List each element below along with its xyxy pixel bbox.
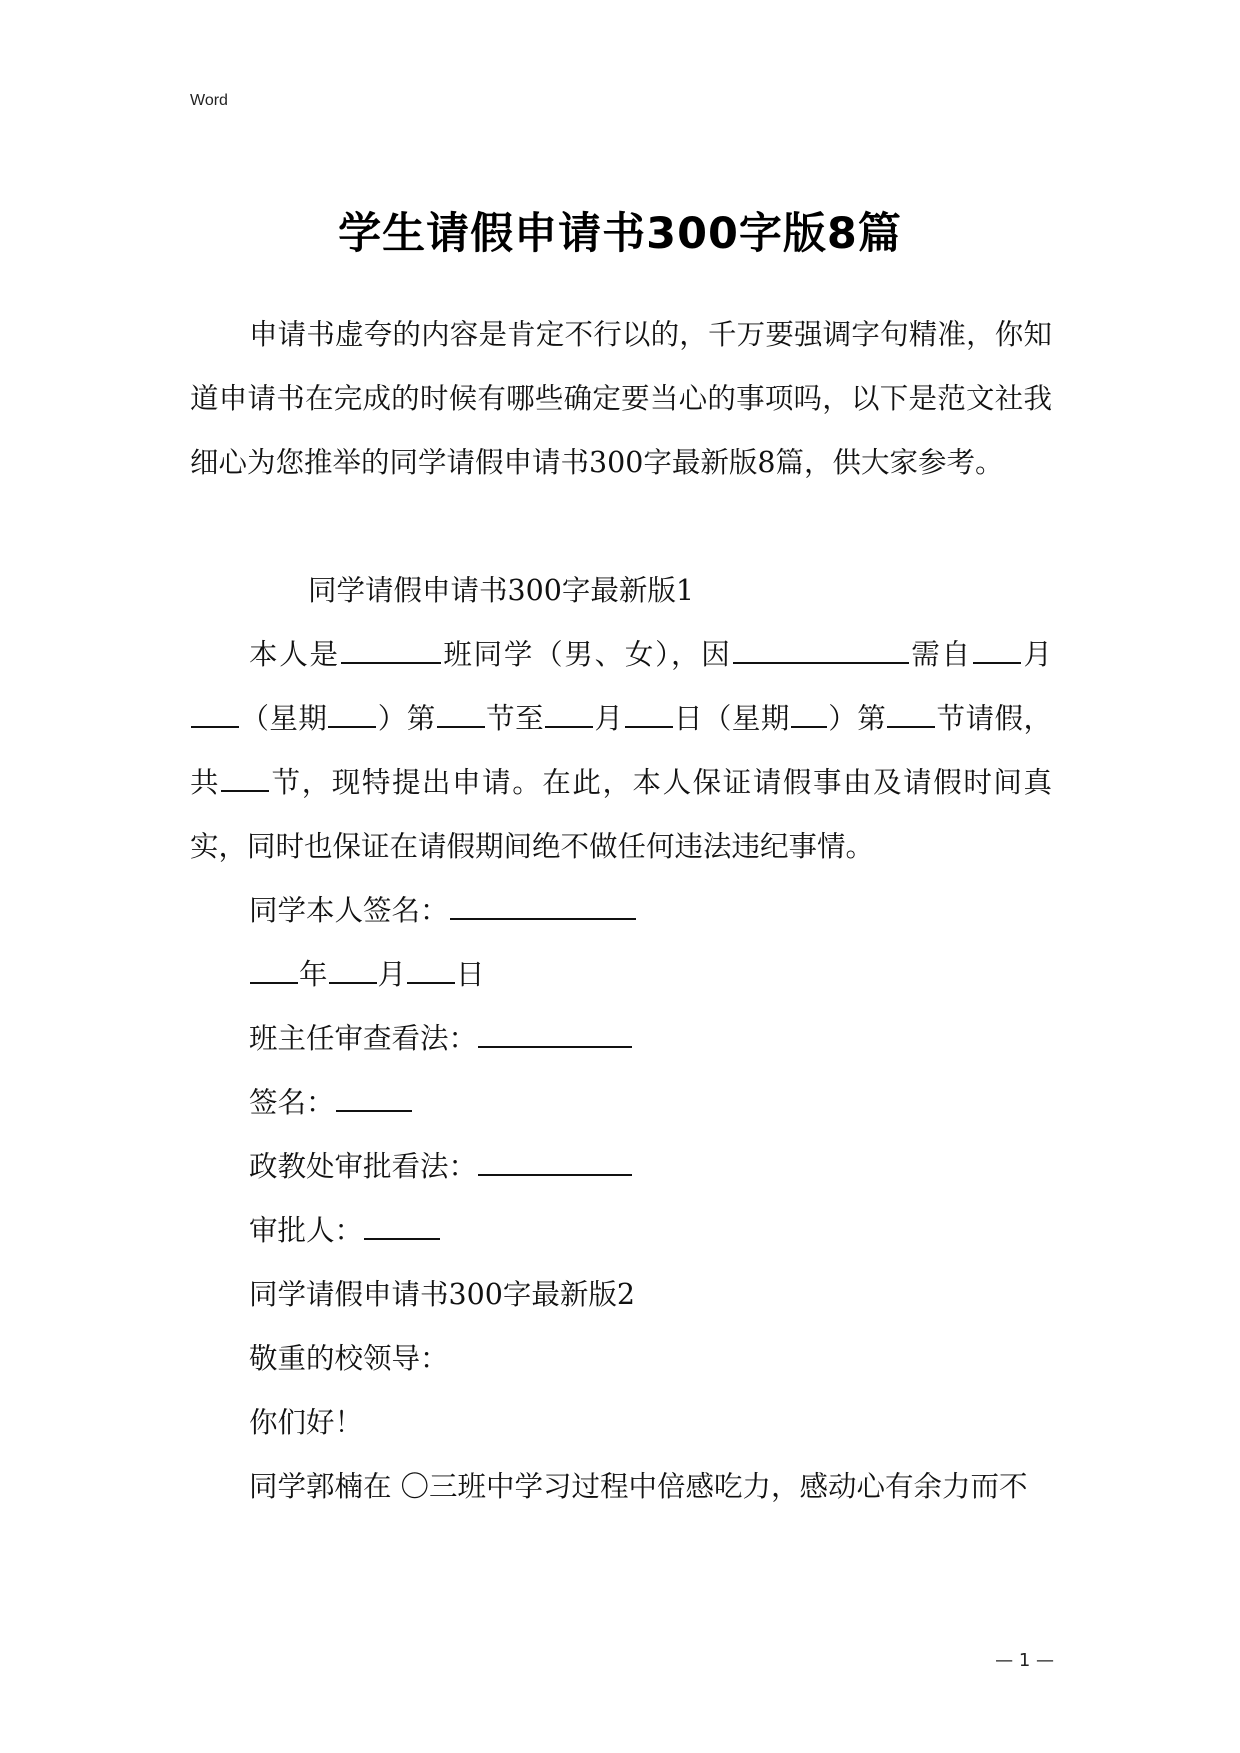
leave-form-paragraph	[190, 623, 1052, 879]
page-number: — 1 —	[995, 1650, 1054, 1671]
student-signature-label: 同学本人签名：	[249, 894, 449, 927]
student-signature-line	[190, 879, 1052, 943]
form-text: 日（星期	[673, 702, 790, 735]
day-blank[interactable]	[407, 958, 455, 984]
end-day-blank[interactable]	[625, 702, 673, 728]
form-text: 本人是	[249, 638, 340, 671]
month-blank[interactable]	[329, 958, 377, 984]
student-signature-blank[interactable]	[450, 894, 636, 920]
paragraph-spacer	[190, 495, 1052, 559]
approver-blank[interactable]	[364, 1214, 440, 1240]
office-opinion-line	[190, 1135, 1052, 1199]
signature-label: 签名：	[249, 1086, 335, 1119]
form-text: 月	[594, 702, 624, 735]
year-label: 年	[299, 958, 328, 991]
end-period-blank[interactable]	[887, 702, 935, 728]
form-text: 班同学（男、女），因	[441, 638, 732, 671]
class-blank[interactable]	[341, 638, 441, 664]
form-text: 月	[1021, 638, 1052, 671]
form-text: 节至	[485, 702, 545, 735]
total-periods-blank[interactable]	[221, 766, 269, 792]
header-tag: Word	[190, 92, 228, 109]
greeting: 你们好！	[249, 1406, 364, 1439]
approver-label: 审批人：	[249, 1214, 364, 1247]
teacher-signature-line	[190, 1071, 1052, 1135]
month-label: 月	[377, 958, 407, 991]
office-opinion-label: 政教处审批看法：	[249, 1150, 478, 1183]
form-text: 节，现特提出申请。在此，本人保证请假事由及请假时间真实，同时也保证在请假期间绝不做任何违法违纪事情。	[190, 766, 1052, 863]
teacher-signature-blank[interactable]	[336, 1086, 412, 1112]
form-text: 请假，共	[190, 702, 1052, 799]
reason-blank[interactable]	[733, 638, 909, 664]
end-month-blank[interactable]	[545, 702, 593, 728]
end-weekday-blank[interactable]	[791, 702, 827, 728]
form-text: 需自	[909, 638, 972, 671]
start-month-blank[interactable]	[973, 638, 1021, 664]
document-title: 学生请假申请书300字版8篇	[338, 209, 902, 259]
section1-heading: 同学请假申请书300字最新版1	[308, 574, 695, 607]
approver-line	[190, 1199, 1052, 1263]
start-weekday-blank[interactable]	[328, 702, 376, 728]
salutation: 敬重的校领导：	[249, 1342, 449, 1375]
office-opinion-blank[interactable]	[478, 1150, 632, 1176]
form-text: （星期	[240, 702, 328, 735]
section2-heading: 同学请假申请书300字最新版2	[249, 1278, 636, 1311]
intro-paragraph: 申请书虚夸的内容是肯定不行以的，千万要强调字句精准，你知道申请书在完成的时候有哪些确定要当心的事项吗，以下是范文社我细心为您推举的同学请假申请书300字最新版8篇，供大家参考。	[190, 318, 1052, 479]
form-text: ）第	[377, 702, 436, 735]
teacher-opinion-blank[interactable]	[478, 1022, 632, 1048]
document-body	[190, 303, 1052, 1519]
year-blank[interactable]	[250, 958, 298, 984]
teacher-opinion-label: 班主任审查看法：	[249, 1022, 478, 1055]
form-text: ）第	[827, 702, 887, 735]
start-period-blank[interactable]	[437, 702, 485, 728]
date-line	[190, 943, 1052, 1007]
teacher-opinion-line	[190, 1007, 1052, 1071]
section2-body-start: 同学郭楠在 〇三班中学习过程中倍感吃力，感动心有余力而不	[249, 1470, 1028, 1503]
start-day-blank[interactable]	[191, 702, 239, 728]
day-label: 日	[456, 958, 485, 991]
form-text: 节	[936, 702, 966, 735]
